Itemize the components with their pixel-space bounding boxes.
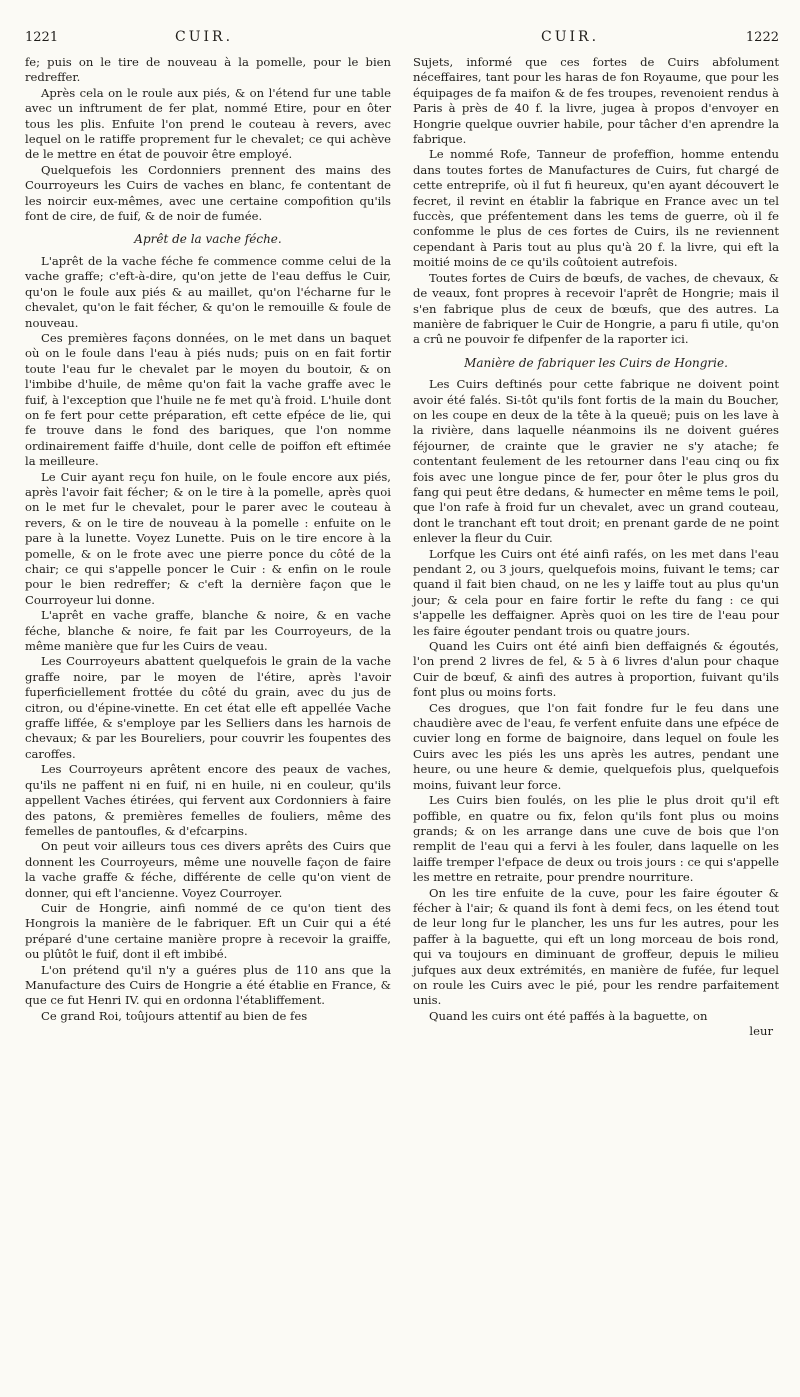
paragraph: Lorfque les Cuirs ont été ainfi rafés, on les met dans l'eau pendant 2, ou 3 jours, quelquefois moins, fuivant le tems; car quand il fait bien chaud, on ne les y laiffe tout au plus qu'un jour; & cela pour en faire fortir le refte du fang : ce qui s'appelle les deffaigner. Après quoi on les tire de l'eau pour les faire égouter pendant trois ou quatre jours.: [413, 546, 779, 638]
paragraph: Sujets, informé que ces fortes de Cuirs abfolument néceffaires, tant pour les haras de fon Royaume, que pour les équipages de fa maifon & de fes troupes, revenoient rendus à Paris à près de 40 f. la livre, jugea à propos d'envoyer en Hongrie quelque ouvrier habile, pour tâcher d'en aprendre la fabrique.: [413, 55, 779, 147]
catchword: leur: [749, 1024, 773, 1039]
left-page-text: [25, 55, 391, 1024]
paragraph: Toutes fortes de Cuirs de bœufs, de vaches, de chevaux, & de veaux, font propres à recevoir l'aprêt de Hongrie; mais il s'en fabrique plus de ceux de bœufs, que des autres. La manière de fabriquer le Cuir de Hongrie, a paru fi utile, qu'on a crû ne pouvoir fe difpenfer de la raporter ici.: [413, 270, 779, 347]
paragraph: On peut voir ailleurs tous ces divers aprêts des Cuirs que donnent les Courroyeurs, même une nouvelle façon de faire la vache graffe & féche, différente de celle qu'on vient de donner, qui eft l'ancienne. Voyez Courroyer.: [25, 839, 391, 900]
left-page: [25, 30, 391, 1024]
right-page-number: 1222: [745, 30, 779, 45]
section-heading: Manière de fabriquer les Cuirs de Hongrie.: [464, 355, 728, 370]
paragraph: Cuir de Hongrie, ainfi nommé de ce qu'on tient des Hongrois la manière de le fabriquer. Eft un Cuir qui a été préparé d'une certaine manière propre à recevoir la graiffe, ou plûtôt le fuif, dont il eft imbibé.: [25, 900, 391, 962]
paragraph: Quand les cuirs ont été paffés à la baguette, on: [429, 1008, 708, 1023]
paragraph: Après cela on le roule aux piés, & on l'étend fur une table avec un inftrument de fer plat, nommé Etire, pour en ôter tous les plis. Enfuite l'on prend le couteau à revers, avec lequel on le ratiffe proprement fur le chevalet; ce qui achève de le mettre en état de pouvoir être employé.: [25, 85, 391, 162]
paragraph: Les Courroyeurs abattent quelquefois le grain de la vache graffe noire, par le moyen de l'étire, après l'avoir fuperficiellement frottée du côté du grain, avec du jus de citron, ou d'épine-vinette. En cet état elle eft appellée Vache graffe liffée, & s'employe par les Selliers dans les harnois de chevaux; & par les Boureliers, pour couvrir les foupentes des caroffes.: [25, 654, 391, 761]
paragraph: Le Cuir ayant reçu fon huile, on le foule encore aux piés, après l'avoir fait fécher; & on le tire à la pomelle, après quoi on le met fur le chevalet, pour le parer avec le couteau à revers, & on le tire de nouveau à la pomelle : enfuite on le pare à la lunette. Voyez Lunette. Puis on le tire encore à la pomelle, & on le frote avec une pierre ponce du côté de la chair; ce qui s'appelle poncer le Cuir : & enfin on le roule pour le bien redreffer; & c'eft la dernière façon que le Courroyeur lui donne.: [25, 469, 391, 607]
paragraph: fe; puis on le tire de nouveau à la pomelle, pour le bien redreffer.: [25, 55, 391, 85]
left-running-head: [25, 30, 391, 52]
paragraph: Quelquefois les Cordonniers prennent des mains des Courroyeurs les Cuirs de vaches en blanc, fe contentant de les noircir eux-mêmes, avec une certaine compofition qu'ils font de cire, de fuif, & de noir de fumée.: [25, 162, 391, 224]
right-page: [413, 30, 779, 1040]
paragraph: On les tire enfuite de la cuve, pour les faire égouter & fécher à l'air; & quand ils font à demi fecs, on les étend tout de leur long fur le plancher, les uns fur les autres, pour les paffer à la baguette, qui eft un long morceau de bois rond, qui va toujours en diminuant de groffeur, depuis le milieu jufques aux deux extrémités, en manière de fufée, fur lequel on roule les Cuirs avec le pié, pour les rendre parfaitement unis.: [413, 885, 779, 1008]
right-running-head: [413, 30, 779, 52]
section-heading: Aprêt de la vache féche.: [134, 232, 282, 247]
paragraph: Le nommé Rofe, Tanneur de profeffion, homme entendu dans toutes fortes de Manufactures de Cuirs, fut chargé de cette entreprife, où il fut fi heureux, qu'en ayant découvert le fecret, il revint en établir la fabrique en France avec un tel fuccès, que préfentement dans les tems de guerre, où il fe confomme le plus de ces fortes de Cuirs, ils ne reviennent cependant à Paris tout au plus qu'à 20 f. la livre, qui eft la moitié moins de ce qu'ils coûtoient autrefois.: [413, 147, 779, 270]
paragraph: Ce grand Roi, toûjours attentif au bien de fes: [41, 1008, 308, 1023]
right-running-title: CUIR.: [541, 29, 600, 45]
left-running-title: CUIR.: [175, 29, 234, 45]
paragraph: Ces premières façons données, on le met dans un baquet où on le foule dans l'eau à piés nuds; puis on en fait fortir toute l'eau fur le chevalet par le moyen du boutoir, & on l'imbibe d'huile, de même qu'on fait la vache graffe avec le fuif, à l'exception que l'huile ne fe met qu'à froid. L'huile dont on fe fert pour cette préparation, eft cette efpéce de lie, qui fe trouve dans le fond des bariques, que l'on nomme ordinairement faiffe d'huile, dont celle de poiffon eft eftimée la meilleure.: [25, 330, 391, 469]
paragraph: Ces drogues, que l'on fait fondre fur le feu dans une chaudière avec de l'eau, fe verfent enfuite dans une efpéce de cuvier long en forme de baignoire, dans lequel on foule les Cuirs avec les piés les uns après les autres, pendant une heure, ou une heure & demie, quelquefois plus, quelquefois moins, fuivant leur force.: [413, 700, 779, 792]
paragraph: L'on prétend qu'il n'y a guéres plus de 110 ans que la Manufacture des Cuirs de Hongrie a été établie en France, & que ce fut Henri IV. qui en ordonna l'établiffement.: [25, 962, 391, 1008]
paragraph: Les Courroyeurs aprêtent encore des peaux de vaches, qu'ils ne paffent ni en fuif, ni en huile, ni en couleur, qu'ils appellent Vaches étirées, qui fervent aux Cordonniers à faire des patons, & premières femelles de fouliers, même des femelles de pantoufles, & d'efcarpins.: [25, 762, 391, 838]
left-page-number: 1221: [25, 30, 59, 45]
paragraph: L'aprêt de la vache féche fe commence comme celui de la vache graffe; c'eft-à-dire, qu'on jette de l'eau deffus le Cuir, qu'on le foule aux piés & au maillet, qu'on l'écharne fur le chevalet, qu'on le fait fécher, & qu'on le remouille & foule de nouveau.: [25, 253, 391, 330]
paragraph: Quand les Cuirs ont été ainfi bien deffaignés & égoutés, l'on prend 2 livres de fel, & 5 à 6 livres d'alun pour chaque Cuir de bœuf, & ainfi des autres à proportion, fuivant qu'ils font plus ou moins forts.: [413, 639, 779, 700]
paragraph: L'aprêt en vache graffe, blanche & noire, & en vache féche, blanche & noire, fe fait par les Courroyeurs, de la même manière que fur les Cuirs de veau.: [25, 608, 391, 654]
right-page-text: [413, 55, 779, 1040]
paragraph: Les Cuirs bien foulés, on les plie le plus droit qu'il eft poffible, en quatre ou fix, felon qu'ils font plus ou moins grands; & on les arrange dans une cuve de bois que l'on remplit de l'eau qui a fervi à les fouler, dans laquelle on les laiffe tremper l'efpace de deux ou trois jours : ce qui s'appelle les mettre en retraite, pour prendre nourriture.: [413, 793, 779, 885]
paragraph: Les Cuirs deftinés pour cette fabrique ne doivent point avoir été falés. Si-tôt qu'ils font fortis de la main du Boucher, on les coupe en deux de la tête à la queuë; puis on les lave à la rivière, dans laquelle néanmoins ils ne doivent guéres féjourner, de crainte que le gravier ne s'y atache; fe contentant feulement de les retourner dans l'eau cinq ou fix fois avec une longue pince de fer, pour ôter le plus gros du fang qui peut être dedans, & humecter en même tems le poil, que l'on rafe à froid fur un chevalet, avec un grand couteau, dont le tranchant eft tout droit; en prenant garde de ne point enlever la fleur du Cuir.: [413, 377, 779, 546]
